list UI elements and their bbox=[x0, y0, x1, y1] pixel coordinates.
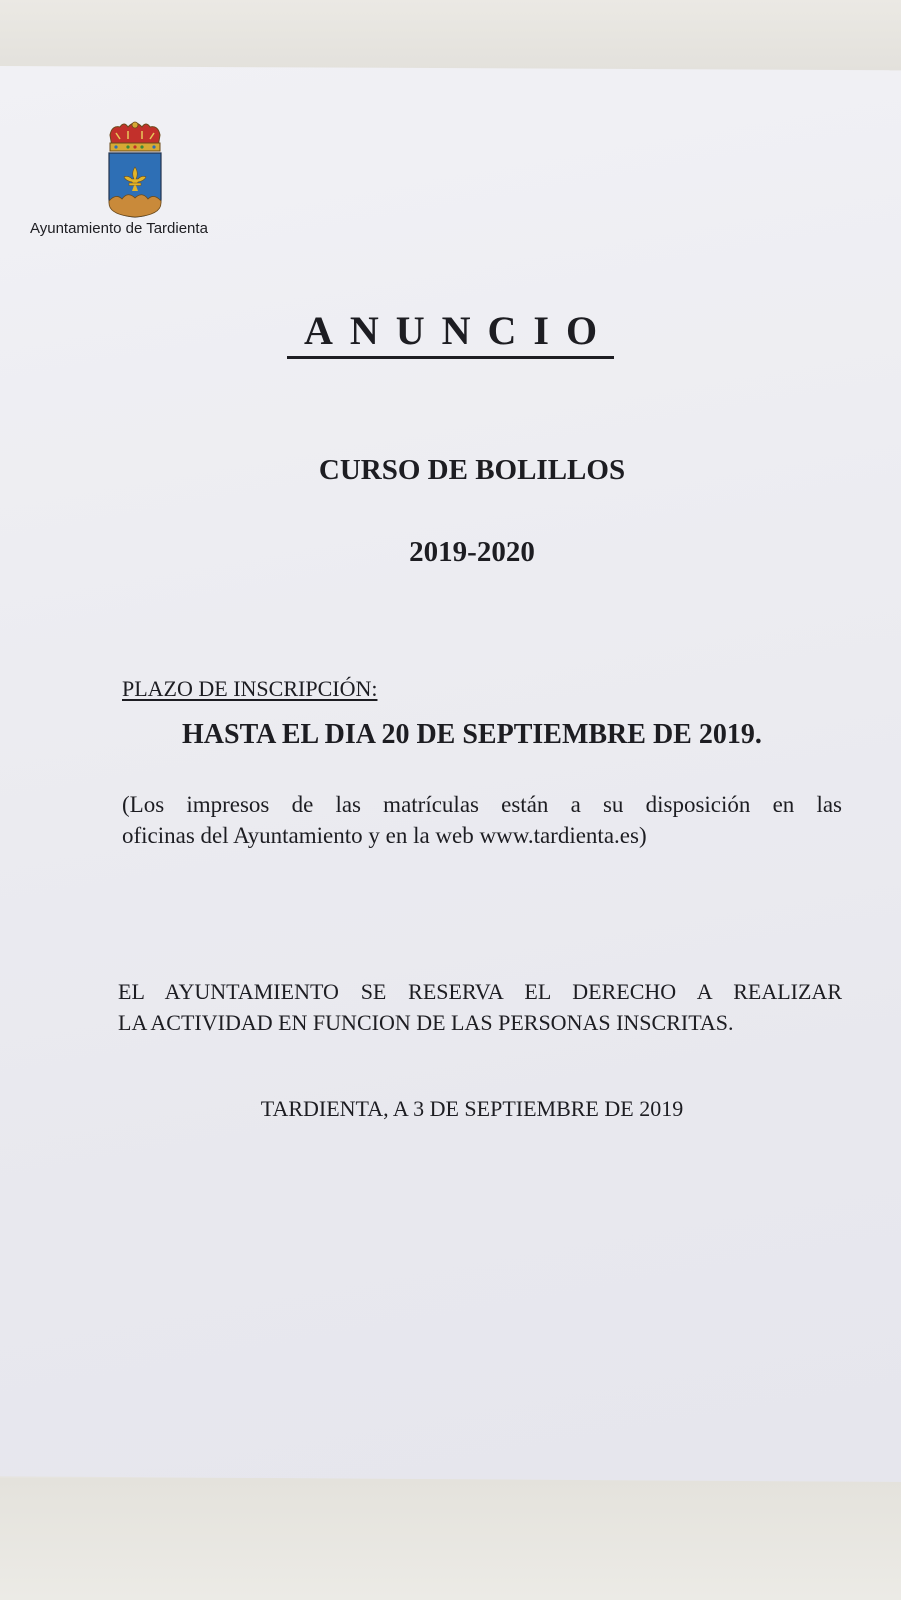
course-season: 2019-2020 bbox=[409, 536, 535, 568]
enrollment-note bbox=[122, 789, 842, 851]
course-name: CURSO DE BOLILLOS bbox=[318, 454, 626, 486]
reservation-clause-line: EL AYUNTAMIENTO SE RESERVA EL DERECHO A REALIZAR bbox=[118, 979, 842, 1004]
place-and-date: TARDIENTA, A 3 DE SEPTIEMBRE DE 2019 bbox=[260, 1096, 684, 1121]
registration-deadline-label: PLAZO DE INSCRIPCIÓN: bbox=[122, 676, 378, 701]
registration-deadline: HASTA EL DIA 20 DE SEPTIEMBRE DE 2019. bbox=[182, 719, 762, 750]
background-top bbox=[0, 0, 901, 70]
notice-title: ANUNCIO bbox=[287, 308, 614, 359]
background-bottom bbox=[0, 1478, 901, 1600]
reservation-clause bbox=[118, 976, 842, 1038]
enrollment-note-line: oficinas del Ayuntamiento y en la web www.tardienta.es) bbox=[122, 823, 647, 848]
notice-title-block bbox=[0, 308, 901, 359]
coat-of-arms-icon bbox=[106, 121, 164, 219]
reservation-clause-line: LA ACTIVIDAD EN FUNCION DE LAS PERSONAS INSCRITAS. bbox=[118, 1010, 734, 1035]
notice-sheet bbox=[0, 66, 901, 1482]
enrollment-note-line: (Los impresos de las matrículas están a su disposición en las bbox=[122, 792, 842, 817]
organization-name: Ayuntamiento de Tardienta bbox=[30, 220, 208, 237]
